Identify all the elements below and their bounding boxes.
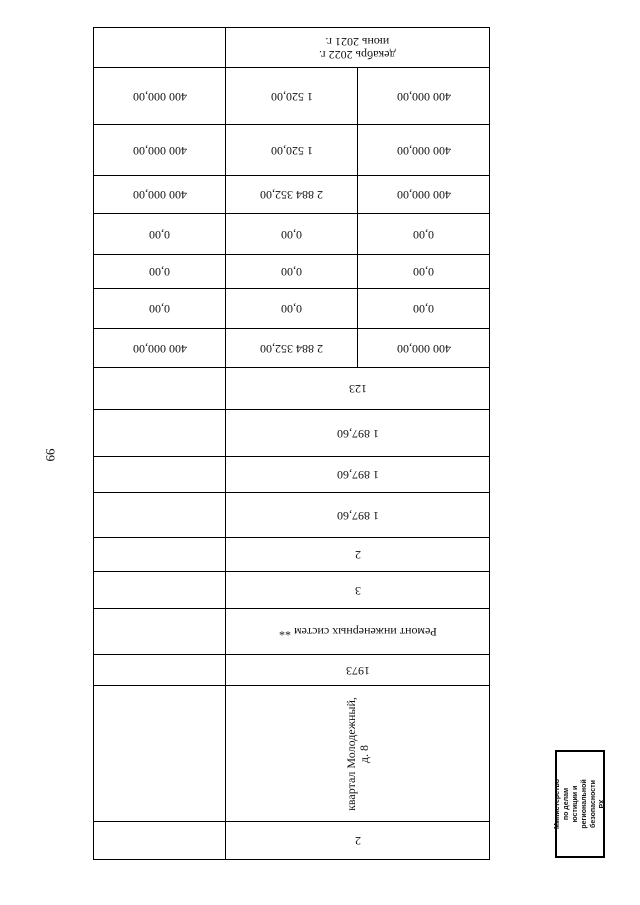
value-cell: 123 — [348, 382, 367, 396]
table-row — [94, 457, 489, 493]
amount-cell: 400 000,00 — [396, 341, 451, 356]
table-row — [94, 686, 489, 822]
amount-cell: 2 884 352,00 — [260, 341, 323, 356]
value-cell: 1 897,60 — [336, 426, 379, 441]
value-cell: 1 897,60 — [336, 468, 379, 482]
table-row — [94, 609, 489, 655]
value-cell: 1 897,60 — [336, 508, 379, 523]
table-header-row — [94, 28, 489, 68]
table-row — [94, 214, 489, 255]
table-row — [94, 125, 489, 176]
amount-cell: 400 000,00 — [396, 89, 451, 104]
table-row — [94, 655, 489, 686]
row-number-cell: 2 — [354, 834, 361, 848]
table-row — [94, 368, 489, 410]
table-row — [94, 289, 489, 329]
amount-cell: 0,00 — [413, 227, 434, 242]
table-row — [94, 572, 489, 609]
amount-cell: 0,00 — [413, 265, 434, 279]
table-row — [94, 493, 489, 538]
work-type-cell: Ремонт инженерных систем ** — [278, 625, 437, 639]
ministry-stamp — [555, 750, 605, 858]
amount-cell: 0,00 — [149, 227, 170, 242]
amount-cell: 0,00 — [281, 227, 302, 242]
table-row — [94, 68, 489, 125]
amount-cell: 400 000,00 — [132, 341, 187, 356]
table-row — [94, 822, 489, 859]
amount-cell: 400 000,00 — [132, 143, 187, 158]
value-cell: 3 — [354, 583, 361, 598]
value-cell: 2 — [354, 548, 361, 562]
amount-cell: 0,00 — [149, 265, 170, 279]
amount-cell: 0,00 — [413, 302, 434, 316]
table-row — [94, 255, 489, 289]
amount-cell: 400 000,00 — [132, 89, 187, 104]
amount-cell: 1 520,00 — [270, 143, 313, 158]
amount-cell: 400 000,00 — [396, 143, 451, 158]
data-table — [93, 27, 490, 860]
table-row — [94, 329, 489, 368]
table-row — [94, 176, 489, 214]
amount-cell: 0,00 — [281, 265, 302, 279]
amount-cell: 400 000,00 — [132, 188, 187, 202]
stamp-text: Министерство по делам юстиции и региональной безопасности РХ — [554, 779, 606, 829]
period-header — [226, 28, 489, 67]
period-line-1: июнь 2021 г. — [325, 34, 390, 49]
amount-cell: 400 000,00 — [396, 188, 451, 202]
amount-cell: 0,00 — [281, 302, 302, 316]
table-row — [94, 538, 489, 572]
table-row — [94, 410, 489, 457]
period-line-2: декабрь 2022 г. — [319, 47, 396, 62]
page-number: 99 — [43, 448, 58, 462]
amount-cell: 2 884 352,00 — [260, 188, 323, 202]
amount-cell: 0,00 — [149, 302, 170, 316]
address-cell: квартал Молодежный, д. 8 — [343, 696, 371, 811]
amount-cell: 1 520,00 — [270, 89, 313, 104]
year-cell: 1973 — [345, 663, 370, 678]
